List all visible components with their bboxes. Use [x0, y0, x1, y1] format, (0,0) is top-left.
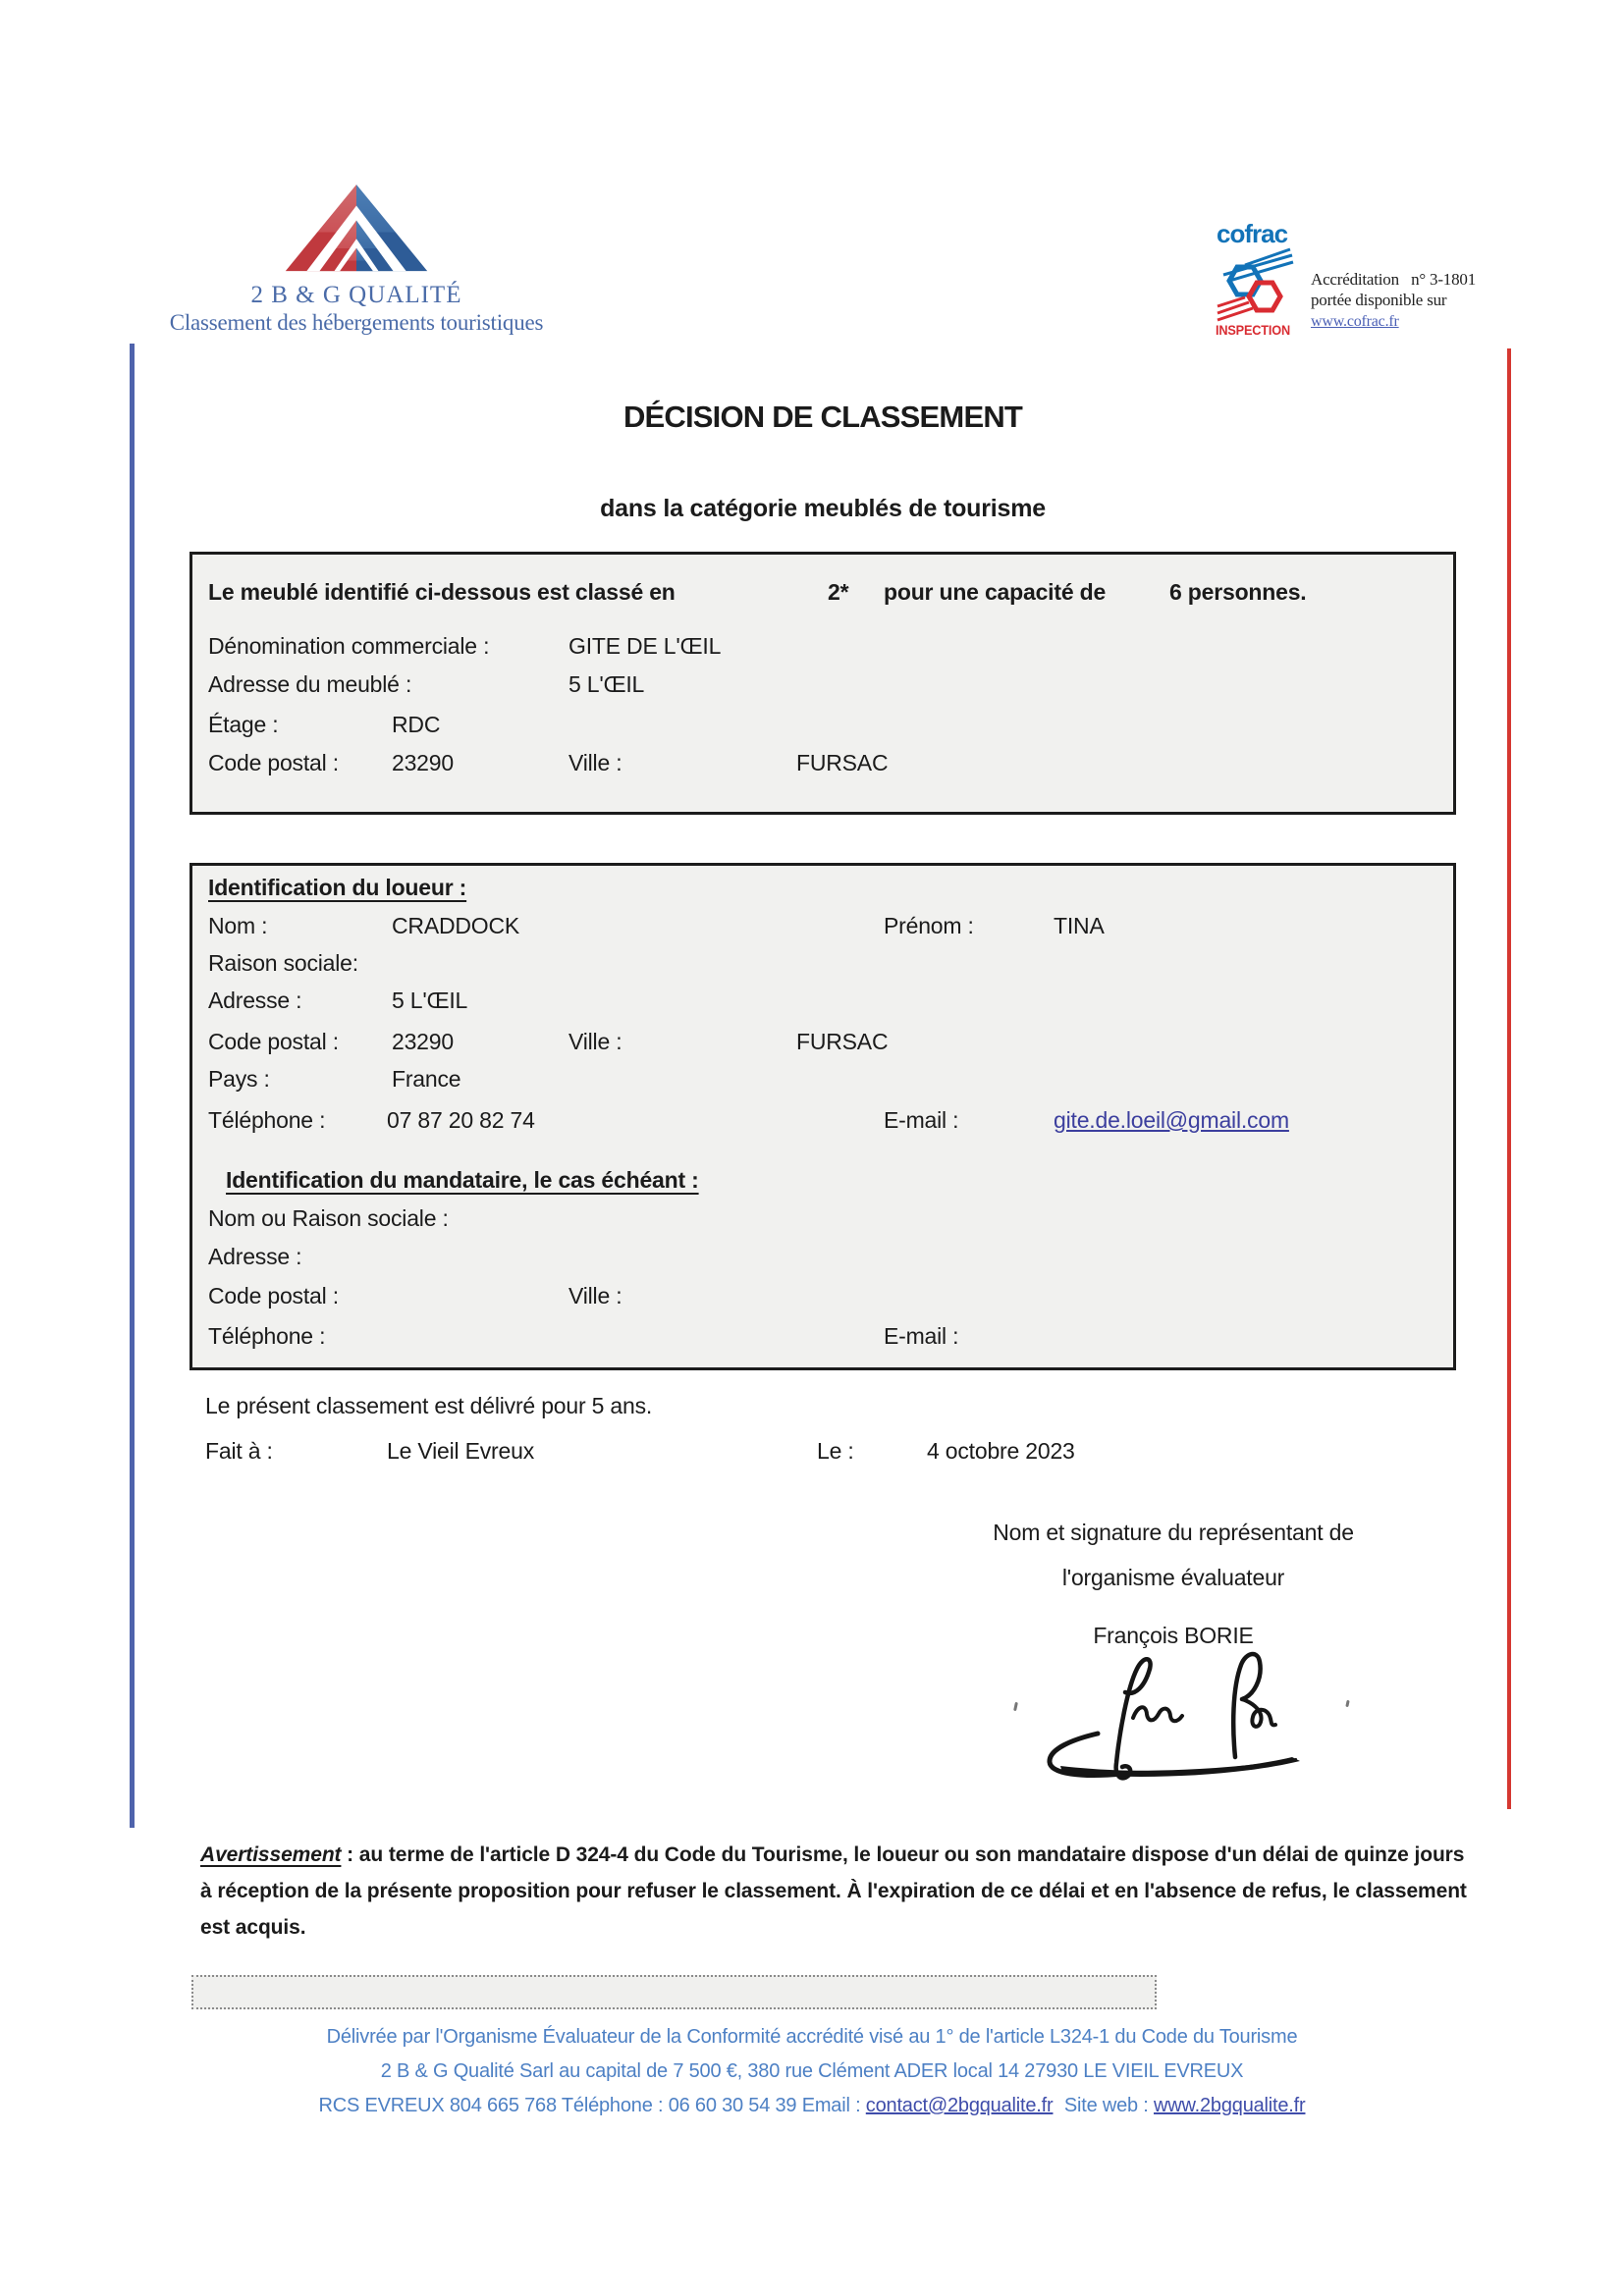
signature-caption: [928, 1510, 1419, 1600]
accreditation-number: n° 3-1801: [1411, 270, 1476, 289]
mandataire-telephone-label: Téléphone :: [208, 1323, 326, 1349]
capacity-value: 6 personnes.: [1169, 579, 1307, 605]
loueur-email-link[interactable]: gite.de.loeil@gmail.com: [1054, 1107, 1289, 1133]
fait-a-label: Fait à :: [205, 1438, 273, 1464]
loueur-raison-row: [192, 950, 1453, 980]
loueur-ville-value: FURSAC: [796, 1029, 889, 1054]
loueur-telephone-label: Téléphone :: [208, 1107, 326, 1133]
footer-line2: 2 B & G Qualité Sarl au capital de 7 500 €, 380 rue Clément ADER local 14 27930 LE VIEIL EVREUX: [380, 2060, 1244, 2082]
loueur-prenom-label: Prénom :: [884, 913, 974, 938]
left-accent-rule: [130, 344, 135, 1828]
avertissement-text: : au terme de l'article D 324-4 du Code du Tourisme, le loueur ou son mandataire dispose d'un délai de quinze jours à réception de la présente proposition pour refuser le classement. À l'expiration de ce délai et en l'absence de refus, le classement est acquis.: [200, 1843, 1467, 1939]
loueur-section-row: [192, 875, 1453, 904]
footer-siteweb-text: Site web :: [1058, 2095, 1155, 2116]
meuble-code-postal-row: [192, 750, 1453, 779]
etage-row: [192, 712, 1453, 741]
2bg-qualite-logo-triangle-icon: [283, 182, 430, 274]
scan-mark-right: [1345, 1700, 1349, 1707]
loueur-telephone-row: [192, 1107, 1453, 1137]
cofrac-wordmark: cofrac: [1217, 220, 1288, 248]
loueur-section-title: Identification du loueur :: [208, 875, 467, 900]
loueur-pays-label: Pays :: [208, 1066, 270, 1092]
mandataire-code-postal-label: Code postal :: [208, 1283, 339, 1308]
meuble-code-postal-value: 23290: [392, 750, 454, 775]
accreditation-line1: [1311, 269, 1537, 290]
loueur-code-postal-value: 23290: [392, 1029, 454, 1054]
mandataire-section-row: [192, 1167, 1453, 1197]
footer-email-link[interactable]: contact@2bgqualite.fr: [865, 2095, 1054, 2116]
footer-site-link[interactable]: www.2bgqualite.fr: [1154, 2095, 1306, 2116]
loueur-raison-label: Raison sociale:: [208, 950, 358, 976]
accreditation-note: portée disponible sur: [1311, 291, 1447, 309]
loueur-prenom-value: TINA: [1054, 913, 1105, 938]
org-tagline: Classement des hébergements touristiques: [169, 310, 544, 335]
classement-intro: Le meublé identifié ci-dessous est classé en: [208, 579, 676, 605]
loueur-adresse-value: 5 L'ŒIL: [392, 988, 468, 1013]
loueur-code-postal-row: [192, 1029, 1453, 1058]
signatory-name: François BORIE: [1093, 1623, 1254, 1648]
loueur-email-label: E-mail :: [884, 1107, 959, 1133]
meuble-adresse-label: Adresse du meublé :: [208, 671, 412, 697]
mandataire-ville-label: Ville :: [568, 1283, 622, 1308]
page-title: DÉCISION DE CLASSEMENT: [622, 400, 1023, 434]
denomination-value: GITE DE L'ŒIL: [568, 633, 722, 659]
accreditation-block: [1311, 269, 1537, 332]
mandataire-adresse-label: Adresse :: [208, 1244, 302, 1269]
signature-caption-line1: Nom et signature du représentant de: [993, 1520, 1354, 1545]
mandataire-nom-row: [192, 1205, 1453, 1235]
avertissement-paragraph: [200, 1837, 1477, 1946]
loueur-adresse-label: Adresse :: [208, 988, 302, 1013]
le-label: Le :: [817, 1438, 854, 1464]
org-name: 2 B & G QUALITÉ: [250, 282, 462, 308]
fait-a-value: Le Vieil Evreux: [387, 1438, 534, 1464]
loueur-nom-row: [192, 913, 1453, 942]
avertissement-term: Avertissement: [200, 1843, 342, 1866]
footer-line3: [174, 2089, 1450, 2123]
identification-panel: [189, 863, 1456, 1370]
scan-mark-left: [1013, 1702, 1018, 1711]
etage-value: RDC: [392, 712, 441, 737]
loueur-nom-value: CRADDOCK: [392, 913, 520, 938]
loueur-telephone-value: 07 87 20 82 74: [387, 1107, 535, 1133]
accreditation-label: Accréditation: [1311, 270, 1399, 289]
mandataire-section-title: Identification du mandataire, le cas échéant :: [226, 1167, 699, 1193]
loueur-adresse-row: [192, 988, 1453, 1017]
dotted-placeholder-box: [191, 1975, 1157, 2009]
denomination-row: [192, 633, 1453, 663]
footer-rcs-text: RCS EVREUX 804 665 768 Téléphone : 06 60 30 54 39 Email :: [318, 2095, 866, 2116]
meuble-code-postal-label: Code postal :: [208, 750, 339, 775]
classement-panel: [189, 552, 1456, 815]
mandataire-code-postal-row: [192, 1283, 1453, 1312]
meuble-ville-label: Ville :: [568, 750, 622, 775]
cofrac-inspection-logo-icon: [1216, 220, 1294, 338]
meuble-adresse-value: 5 L'ŒIL: [568, 671, 645, 697]
le-value: 4 octobre 2023: [927, 1438, 1075, 1464]
signature-caption-line2: l'organisme évaluateur: [1061, 1565, 1285, 1590]
mandataire-adresse-row: [192, 1244, 1453, 1273]
etage-label: Étage :: [208, 712, 279, 737]
mandataire-nom-label: Nom ou Raison sociale :: [208, 1205, 449, 1231]
loueur-pays-value: France: [392, 1066, 461, 1092]
cofrac-sector-label: INSPECTION: [1216, 322, 1291, 338]
loueur-ville-label: Ville :: [568, 1029, 622, 1054]
meuble-ville-value: FURSAC: [796, 750, 889, 775]
capacity-label: pour une capacité de: [884, 579, 1107, 605]
denomination-label: Dénomination commerciale :: [208, 633, 490, 659]
classement-stars: 2*: [828, 579, 849, 605]
handwritten-signature: [1039, 1647, 1319, 1785]
classement-headline-row: [192, 579, 1453, 609]
cofrac-link[interactable]: www.cofrac.fr: [1311, 313, 1399, 330]
right-accent-rule: [1507, 348, 1511, 1809]
footer: [174, 2020, 1450, 2123]
page-subtitle: dans la catégorie meublés de tourisme: [600, 495, 1046, 522]
mandataire-telephone-row: [192, 1323, 1453, 1353]
loueur-nom-label: Nom :: [208, 913, 268, 938]
loueur-pays-row: [192, 1066, 1453, 1095]
mandataire-email-label: E-mail :: [884, 1323, 959, 1349]
loueur-code-postal-label: Code postal :: [208, 1029, 339, 1054]
meuble-adresse-row: [192, 671, 1453, 701]
validity-statement: Le présent classement est délivré pour 5 ans.: [205, 1393, 653, 1418]
footer-line1: Délivrée par l'Organisme Évaluateur de la Conformité accrédité visé au 1° de l'article L324-1 du Code du Tourisme: [326, 2026, 1298, 2048]
